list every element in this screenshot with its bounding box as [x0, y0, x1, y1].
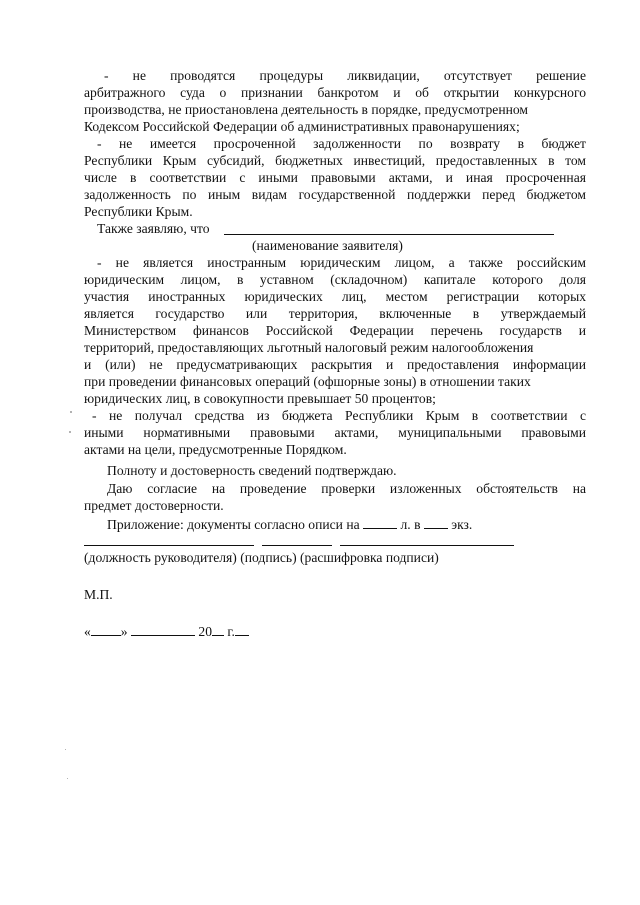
- quote-close: »: [120, 624, 128, 639]
- text-line: юридическим лицом, в уставном (складочном) капитале которого доля: [84, 272, 586, 287]
- attachment-line: [107, 516, 472, 533]
- text-line: задолженность по иным видам государственной поддержки перед бюджетом: [84, 187, 586, 202]
- text-line: участия иностранных юридических лиц, местом регистрации которых: [84, 289, 586, 304]
- century-text: 20: [198, 624, 212, 639]
- text-line: Даю согласие на проведение проверки изложенных обстоятельств на: [107, 481, 586, 496]
- text-line: Республики Крым.: [84, 204, 193, 219]
- year-blank: [212, 623, 224, 636]
- text-line: юридических лиц, в совокупности превышает 50 процентов;: [84, 391, 436, 406]
- text-line: производства, не приостановлена деятельность в порядке, предусмотренном: [84, 102, 529, 117]
- scan-speck: [70, 411, 72, 413]
- date-line: [84, 623, 249, 640]
- text-line: Также заявляю, что: [97, 221, 210, 236]
- applicant-name-blank: [224, 234, 554, 235]
- text-line: Министерством финансов Российской Федерации перечень государств и: [84, 323, 586, 338]
- signature-captions: (должность руководителя) (подпись) (расшифровка подписи): [84, 550, 439, 565]
- text-line: - не имеется просроченной задолженности по возврату в бюджет: [97, 136, 586, 151]
- field-caption: (наименование заявителя): [252, 238, 403, 253]
- signature-decoding-blank: [340, 545, 514, 546]
- text-line: - не проводятся процедуры ликвидации, отсутствует решение: [104, 68, 586, 83]
- text-line: - не получал средства из бюджета Республики Крым в соответствии с: [92, 408, 586, 423]
- text-line: предмет достоверности.: [84, 498, 224, 513]
- scan-speck: [67, 778, 68, 779]
- text-line: и (или) не предусматривающих раскрытия и предоставления информации: [84, 357, 586, 372]
- quote-open: «: [84, 624, 91, 639]
- text-line: - не является иностранным юридическим лицом, а также российским: [97, 255, 586, 270]
- text-line: является государство или территория, включенные в утверждаемый: [84, 306, 586, 321]
- text-line: Республики Крым субсидий, бюджетных инвестиций, предоставленных в том: [84, 153, 586, 168]
- copies-count-blank: [424, 516, 448, 529]
- sheets-count-blank: [363, 516, 397, 529]
- text-line: арбитражного суда о признании банкротом и об открытии конкурсного: [84, 85, 586, 100]
- text-line: числе в соответствии с иными правовыми актами, и иная просроченная: [84, 170, 586, 185]
- copies-text: экз.: [451, 517, 473, 532]
- trailing-blank: [235, 623, 249, 636]
- text-line: Кодексом Российской Федерации об административных правонарушениях;: [84, 119, 520, 134]
- signature-blank: [262, 545, 332, 546]
- text-line: территорий, предоставляющих льготный налоговый режим налогообложения: [84, 340, 534, 355]
- text-line: иными нормативными правовыми актами, муниципальными правовыми: [84, 425, 586, 440]
- text-line: при проведении финансовых операций (офшорные зоны) в отношении таких: [84, 374, 531, 389]
- stamp-place-label: М.П.: [84, 587, 113, 602]
- year-abbr: г.: [227, 624, 235, 639]
- text-line: Полноту и достоверность сведений подтверждаю.: [107, 463, 397, 478]
- position-signature-blank: [84, 545, 254, 546]
- attachment-text: Приложение: документы согласно описи на: [107, 517, 360, 532]
- scan-speck: [69, 431, 71, 433]
- sheets-text: л. в: [400, 517, 421, 532]
- day-blank: [91, 623, 121, 636]
- text-line: актами на цели, предусмотренные Порядком.: [84, 442, 347, 457]
- month-blank: [131, 623, 195, 636]
- scan-speck: [65, 749, 66, 750]
